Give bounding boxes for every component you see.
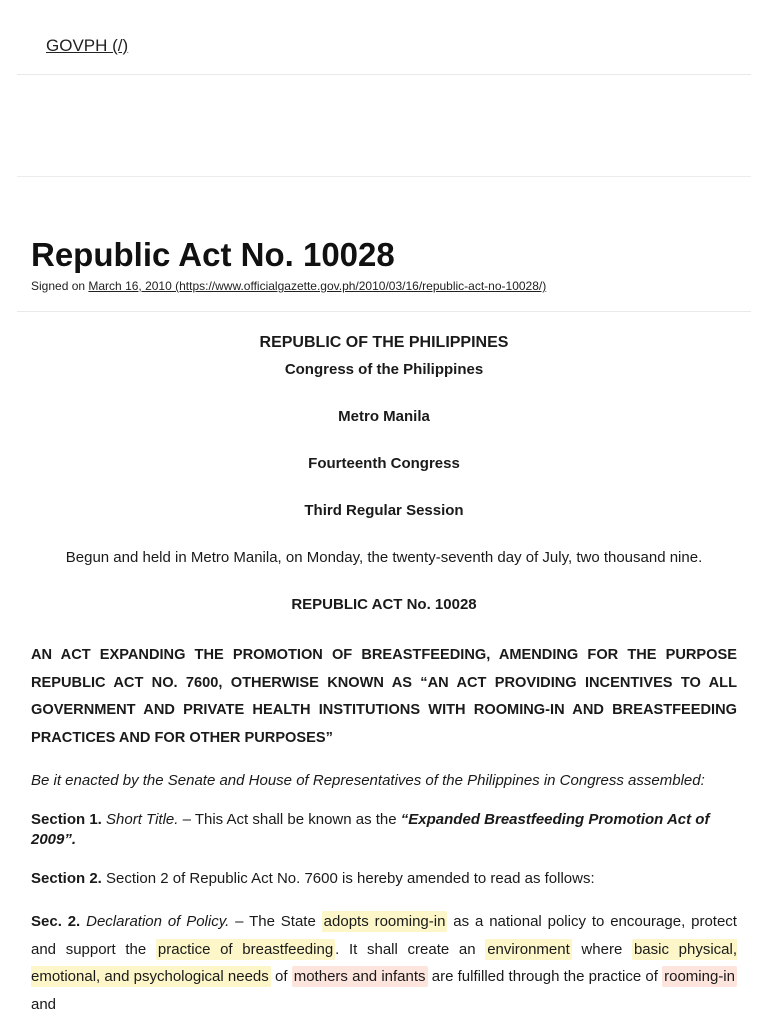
act-title: AN ACT EXPANDING THE PROMOTION OF BREASTFEEDING, AMENDING FOR THE PURPOSE REPUBLIC ACT NO. 7600, OTHERWISE KNOWN AS “AN ACT PROVIDING INCENTIVES TO ALL GOVERNMENT AND PRIVATE HEALTH INSTITUTIONS WITH ROOMING-IN AND BREASTFEEDING PRACTICES AND FOR OTHER PURPOSES”: [31, 647, 737, 746]
section-2-label: Section 2.: [31, 870, 102, 887]
page-title: Republic Act No. 10028: [31, 236, 395, 273]
sec-2-text-6: are fulfilled through the practice of: [427, 968, 663, 985]
place-heading: Metro Manila: [338, 408, 430, 425]
highlight-environment: environment: [487, 940, 570, 958]
congress-heading: Congress of the Philippines: [284, 361, 484, 378]
sec-2-text-3: . It shall create an: [335, 940, 486, 958]
highlight-rooming-in: rooming-in: [664, 968, 735, 985]
section-1-act-name: “Expanded Breastfeeding Promotion Act of 2009”.: [31, 811, 710, 848]
sec-2-label: Sec. 2.: [31, 913, 81, 930]
act-number-heading: REPUBLIC ACT No. 10028: [291, 596, 477, 613]
section-1-title: Short Title.: [106, 811, 179, 828]
enacting-clause: Be it enacted by the Senate and House of Representatives of the Philippines in Congress assembled:: [31, 772, 705, 789]
signed-line: [31, 279, 737, 293]
highlight-mothers-and-infants: mothers and infants: [293, 968, 426, 985]
govph-home-link[interactable]: GOVPH (/): [46, 36, 129, 55]
top-navbar: [17, 0, 751, 75]
sec-2-text-2: as a national policy to encourage, protect and support the: [31, 913, 737, 958]
header-divider: [17, 311, 751, 312]
banner-area: [17, 75, 751, 177]
sec-2-declaration: [31, 908, 737, 1018]
section-2-text: Section 2 of Republic Act No. 7600 is hereby amended to read as follows:: [101, 870, 595, 887]
article-body: [0, 332, 768, 1018]
highlight-practice-of-breastfeeding: practice of breastfeeding: [157, 940, 334, 958]
signed-prefix: Signed on: [31, 279, 89, 293]
section-1: [31, 810, 737, 850]
sec-2-text-7: and: [31, 995, 57, 1013]
sec-2-text-5: of: [270, 968, 292, 985]
session-heading: Third Regular Session: [304, 502, 464, 519]
section-1-text: – This Act shall be known as the: [178, 811, 401, 828]
signed-date-link[interactable]: March 16, 2010 (https://www.officialgazette.gov.ph/2010/03/16/republic-act-no-10028/): [88, 279, 547, 293]
article-header: [0, 237, 768, 293]
republic-heading: REPUBLIC OF THE PHILIPPINES: [259, 334, 509, 351]
highlight-adopts-rooming-in: adopts rooming-in: [323, 913, 446, 930]
sec-2-title: Declaration of Policy.: [86, 913, 230, 930]
highlight-basic-needs: basic physical, emotional, and psychological needs: [31, 940, 737, 985]
begun-statement: Begun and held in Metro Manila, on Monday, the twenty-seventh day of July, two thousand nine.: [65, 549, 703, 566]
congress-number-heading: Fourteenth Congress: [308, 455, 460, 472]
section-2: [31, 869, 737, 889]
sec-2-text-1: – The State: [229, 913, 322, 930]
section-1-label: Section 1.: [31, 811, 102, 828]
sec-2-text-4: where: [571, 940, 632, 958]
